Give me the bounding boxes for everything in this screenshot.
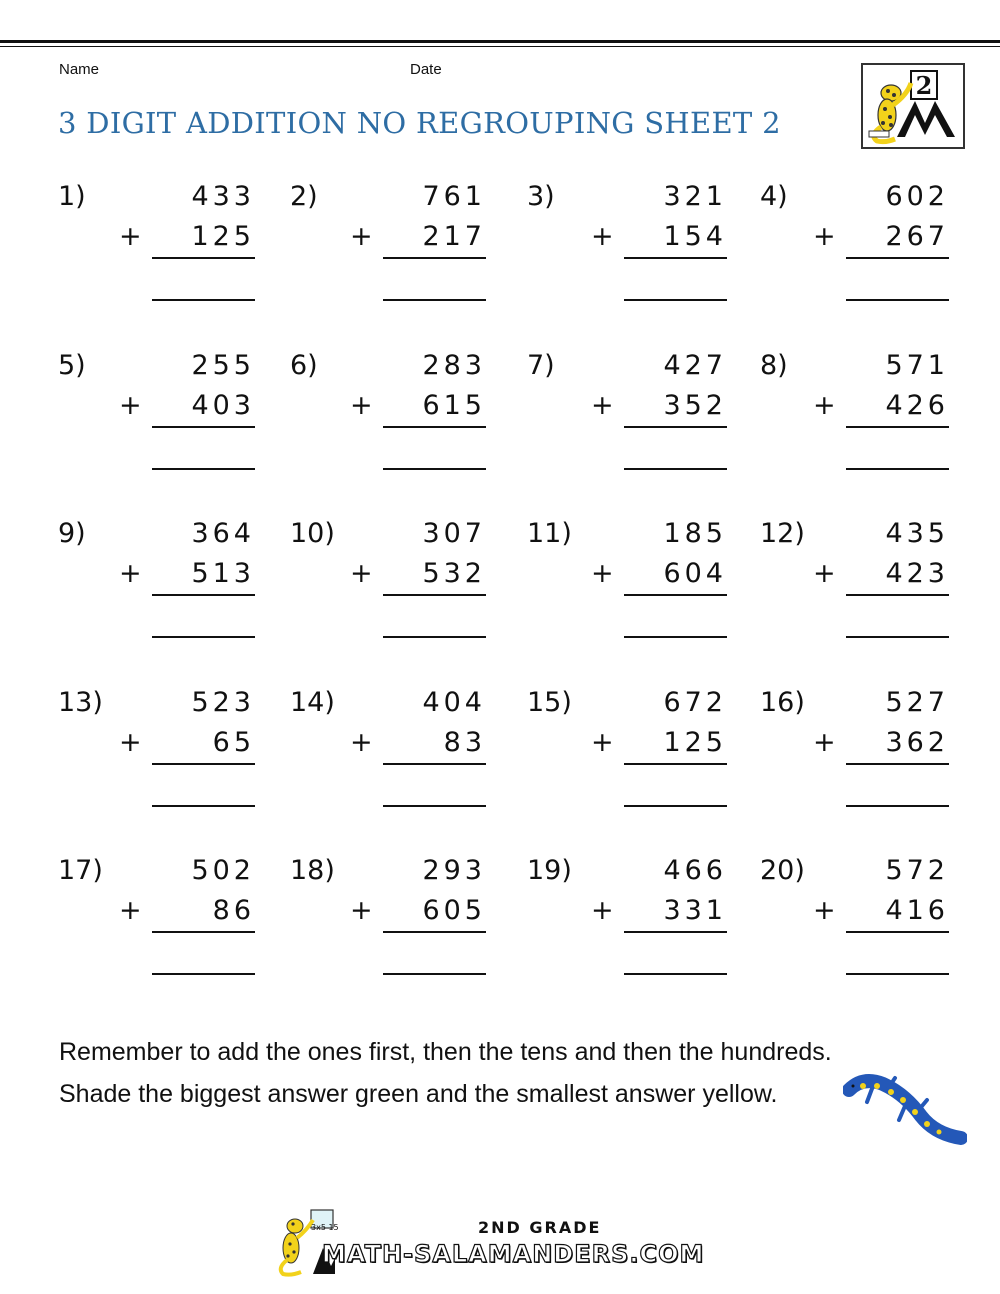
plus-sign: + — [591, 558, 614, 589]
problem-number: 15) — [527, 687, 572, 718]
addend-top: 255 — [191, 350, 255, 381]
plus-sign: + — [350, 727, 373, 758]
sum-rule — [152, 931, 255, 933]
problem-number: 20) — [760, 855, 805, 886]
sum-rule — [152, 257, 255, 259]
answer-line[interactable] — [152, 299, 255, 301]
sum-rule — [624, 257, 727, 259]
addend-bottom: 423 — [885, 558, 949, 589]
sum-rule — [383, 594, 486, 596]
answer-line[interactable] — [846, 468, 949, 470]
plus-sign: + — [591, 895, 614, 926]
plus-sign: + — [119, 895, 142, 926]
problem-11 — [527, 518, 727, 668]
addend-top: 307 — [422, 518, 486, 549]
addend-top: 404 — [422, 687, 486, 718]
sum-rule — [624, 931, 727, 933]
answer-line[interactable] — [383, 805, 486, 807]
addend-top: 283 — [422, 350, 486, 381]
sum-rule — [152, 763, 255, 765]
addend-top: 523 — [191, 687, 255, 718]
answer-line[interactable] — [624, 805, 727, 807]
problem-number: 17) — [58, 855, 103, 886]
answer-line[interactable] — [624, 636, 727, 638]
problem-number: 16) — [760, 687, 805, 718]
addend-top: 602 — [885, 181, 949, 212]
addend-top: 321 — [663, 181, 727, 212]
problem-number: 18) — [290, 855, 335, 886]
plus-sign: + — [119, 221, 142, 252]
problem-number: 7) — [527, 350, 555, 381]
addend-top: 293 — [422, 855, 486, 886]
name-label: Name — [59, 61, 100, 78]
plus-sign: + — [350, 390, 373, 421]
addend-top: 571 — [885, 350, 949, 381]
sum-rule — [624, 426, 727, 428]
answer-line[interactable] — [152, 973, 255, 975]
addend-bottom: 352 — [663, 390, 727, 421]
problem-number: 9) — [58, 518, 86, 549]
answer-line[interactable] — [624, 973, 727, 975]
addend-top: 427 — [663, 350, 727, 381]
sum-rule — [846, 426, 949, 428]
problem-9 — [58, 518, 255, 668]
footer-board-text: 3x5 15 — [311, 1223, 339, 1232]
addend-bottom: 83 — [443, 727, 486, 758]
plus-sign: + — [591, 221, 614, 252]
sum-rule — [383, 931, 486, 933]
plus-sign: + — [591, 727, 614, 758]
problem-number: 3) — [527, 181, 555, 212]
addend-bottom: 331 — [663, 895, 727, 926]
problem-14 — [290, 687, 486, 837]
answer-line[interactable] — [152, 805, 255, 807]
addend-top: 672 — [663, 687, 727, 718]
problem-10 — [290, 518, 486, 668]
salamander-icon — [843, 1072, 967, 1146]
problem-7 — [527, 350, 727, 500]
problem-2 — [290, 181, 486, 331]
instruction-line-2: Shade the biggest answer green and the smallest answer yellow. — [59, 1080, 778, 1108]
answer-line[interactable] — [383, 636, 486, 638]
instruction-line-1: Remember to add the ones first, then the tens and then the hundreds. — [59, 1038, 832, 1066]
addend-bottom: 86 — [212, 895, 255, 926]
addend-top: 435 — [885, 518, 949, 549]
answer-line[interactable] — [152, 468, 255, 470]
problem-number: 6) — [290, 350, 318, 381]
sum-rule — [383, 763, 486, 765]
problem-5 — [58, 350, 255, 500]
addend-bottom: 426 — [885, 390, 949, 421]
sum-rule — [383, 257, 486, 259]
plus-sign: + — [591, 390, 614, 421]
problem-number: 5) — [58, 350, 86, 381]
addend-top: 572 — [885, 855, 949, 886]
problem-15 — [527, 687, 727, 837]
problem-17 — [58, 855, 255, 1005]
problem-8 — [760, 350, 949, 500]
addend-top: 185 — [663, 518, 727, 549]
addend-bottom: 403 — [191, 390, 255, 421]
footer-site-name: MATH-SALAMANDERS.COM — [322, 1240, 705, 1268]
answer-line[interactable] — [624, 468, 727, 470]
problem-19 — [527, 855, 727, 1005]
sum-rule — [383, 426, 486, 428]
addend-bottom: 362 — [885, 727, 949, 758]
problem-number: 10) — [290, 518, 335, 549]
problem-number: 1) — [58, 181, 86, 212]
addend-bottom: 125 — [663, 727, 727, 758]
sum-rule — [624, 763, 727, 765]
addend-top: 466 — [663, 855, 727, 886]
plus-sign: + — [813, 727, 836, 758]
sum-rule — [846, 763, 949, 765]
addend-bottom: 125 — [191, 221, 255, 252]
sum-rule — [846, 931, 949, 933]
problem-1 — [58, 181, 255, 331]
problem-number: 4) — [760, 181, 788, 212]
addend-bottom: 532 — [422, 558, 486, 589]
addend-top: 527 — [885, 687, 949, 718]
addend-top: 761 — [422, 181, 486, 212]
sum-rule — [846, 257, 949, 259]
answer-line[interactable] — [846, 636, 949, 638]
problem-number: 13) — [58, 687, 103, 718]
addend-top: 502 — [191, 855, 255, 886]
answer-line[interactable] — [846, 299, 949, 301]
problem-20 — [760, 855, 949, 1005]
date-label: Date — [410, 61, 442, 78]
addend-top: 433 — [191, 181, 255, 212]
sum-rule — [846, 594, 949, 596]
addend-bottom: 605 — [422, 895, 486, 926]
addend-bottom: 416 — [885, 895, 949, 926]
sum-rule — [152, 594, 255, 596]
plus-sign: + — [119, 390, 142, 421]
problem-16 — [760, 687, 949, 837]
answer-line[interactable] — [383, 299, 486, 301]
footer-grade: 2ND GRADE — [478, 1218, 602, 1237]
problem-number: 8) — [760, 350, 788, 381]
logo-digit: 2 — [915, 71, 933, 100]
plus-sign: + — [813, 221, 836, 252]
plus-sign: + — [119, 558, 142, 589]
addend-bottom: 604 — [663, 558, 727, 589]
answer-line[interactable] — [383, 973, 486, 975]
addend-bottom: 615 — [422, 390, 486, 421]
addend-bottom: 154 — [663, 221, 727, 252]
plus-sign: + — [119, 727, 142, 758]
sum-rule — [624, 594, 727, 596]
plus-sign: + — [350, 895, 373, 926]
answer-line[interactable] — [846, 805, 949, 807]
plus-sign: + — [813, 895, 836, 926]
addend-bottom: 267 — [885, 221, 949, 252]
addend-bottom: 217 — [422, 221, 486, 252]
problem-18 — [290, 855, 486, 1005]
plus-sign: + — [813, 390, 836, 421]
addend-top: 364 — [191, 518, 255, 549]
answer-line[interactable] — [383, 468, 486, 470]
addend-bottom: 65 — [212, 727, 255, 758]
problem-number: 12) — [760, 518, 805, 549]
problem-13 — [58, 687, 255, 837]
problem-4 — [760, 181, 949, 331]
problem-number: 19) — [527, 855, 572, 886]
problem-number: 2) — [290, 181, 318, 212]
plus-sign: + — [350, 558, 373, 589]
problem-number: 11) — [527, 518, 572, 549]
addend-bottom: 513 — [191, 558, 255, 589]
plus-sign: + — [350, 221, 373, 252]
problem-12 — [760, 518, 949, 668]
problem-3 — [527, 181, 727, 331]
problem-6 — [290, 350, 486, 500]
sum-rule — [152, 426, 255, 428]
page-title: 3 DIGIT ADDITION NO REGROUPING SHEET 2 — [58, 106, 781, 140]
answer-line[interactable] — [846, 973, 949, 975]
answer-line[interactable] — [152, 636, 255, 638]
plus-sign: + — [813, 558, 836, 589]
answer-line[interactable] — [624, 299, 727, 301]
problem-number: 14) — [290, 687, 335, 718]
